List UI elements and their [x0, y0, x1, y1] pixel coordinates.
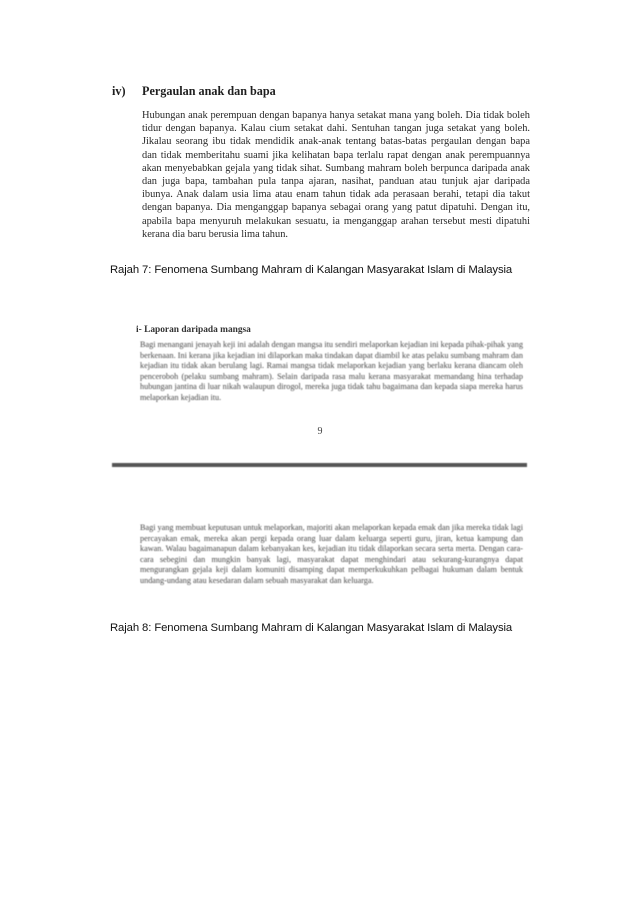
figure-7-heading-title: Pergaulan anak dan bapa	[142, 84, 276, 98]
figure-8-scan-top	[136, 325, 523, 404]
figure-8-heading: i- Laporan daripada mangsa	[136, 325, 251, 335]
figure-8-paragraph-top: Bagi menangani jenayah keji ini adalah dengan mangsa itu sendiri melaporkan kejadian ini kepada pihak-pihak yang berkenaan. Ini kerana jika kejadian ini dilaporkan maka tindakan dapat diambil ke atas pelaku sumbang mahram dan kejadian itu tidak akan berulang lagi. Ramai mangsa tidak melaporkan kejadian yang berlaku kerana diancam oleh penceroboh (pelaku sumbang mahram). Selain daripada rasa malu kerana masyarakat memandang hina terhadap hubungan jantina di luar nikah walaupun dirogol, mereka juga tidak tahu bagaimana dan kepada siapa mereka harus melaporkan kejadian itu.	[140, 340, 523, 402]
page-break-rule	[112, 463, 527, 467]
figure-7-scan	[112, 84, 530, 241]
figure-7-caption: Rajah 7: Fenomena Sumbang Mahram di Kalangan Masyarakat Islam di Malaysia	[110, 264, 513, 276]
figure-8-paragraph-bottom: Bagi yang membuat keputusan untuk melaporkan, majoriti akan melaporkan kepada emak dan jika mereka tidak lagi percayakan emak, mereka akan pergi kepada orang luar dalam keluarga seperti guru, jiran, ketua kampung dan kawan. Walau bagaimanapun dalam kebanyakan kes, kejadian itu tidak dilaporkan secara serta merta. Dengan cara-cara sebegini dan mungkin banyak lagi, masyarakat dapat menghindari atau sekurang-kurangnya dapat mengurangkan gejala keji dalam komuniti disamping dapat memperkukuhkan pelbagai hukuman dalam bentuk undang-undang atau kesedaran dalam sebuah masyarakat dan keluarga.	[140, 523, 523, 585]
figure-7-heading-number: iv)	[112, 84, 126, 98]
figure-7-heading	[112, 84, 530, 99]
figure-7-paragraph: Hubungan anak perempuan dengan bapanya hanya setakat mana yang boleh. Dia tidak boleh tidur dengan bapanya. Kalau cium setakat dahi. Sentuhan tangan juga setakat yang boleh. Jikalau seorang ibu tidak mendidik anak-anak tentang batas-batas pergaulan dengan bapa dan tidak memberitahu suami jika kelihatan bapa terlalu rapat dengan anak perempuannya akan menyebabkan gejala yang tidak sihat. Sumbang mahram boleh berpunca daripada anak dan juga bapa, tambahan pula tanpa ajaran, nasihat, panduan atau tunjuk ajar daripada ibunya. Anak dalam usia lima atau enam tahun tidak ada perasaan berahi, tetapi dia takut dengan bapanya. Dia menganggap bapanya sebagai orang yang patut dipatuhi. Dengan itu, apabila bapa menyuruh melakukan sesuatu, ia menganggap arahan tersebut mesti dipatuhi kerana dia baru berusia lima tahun.	[142, 110, 530, 240]
scan-page-number: 9	[317, 426, 323, 437]
figure-8-caption: Rajah 8: Fenomena Sumbang Mahram di Kalangan Masyarakat Islam di Malaysia	[110, 622, 513, 634]
